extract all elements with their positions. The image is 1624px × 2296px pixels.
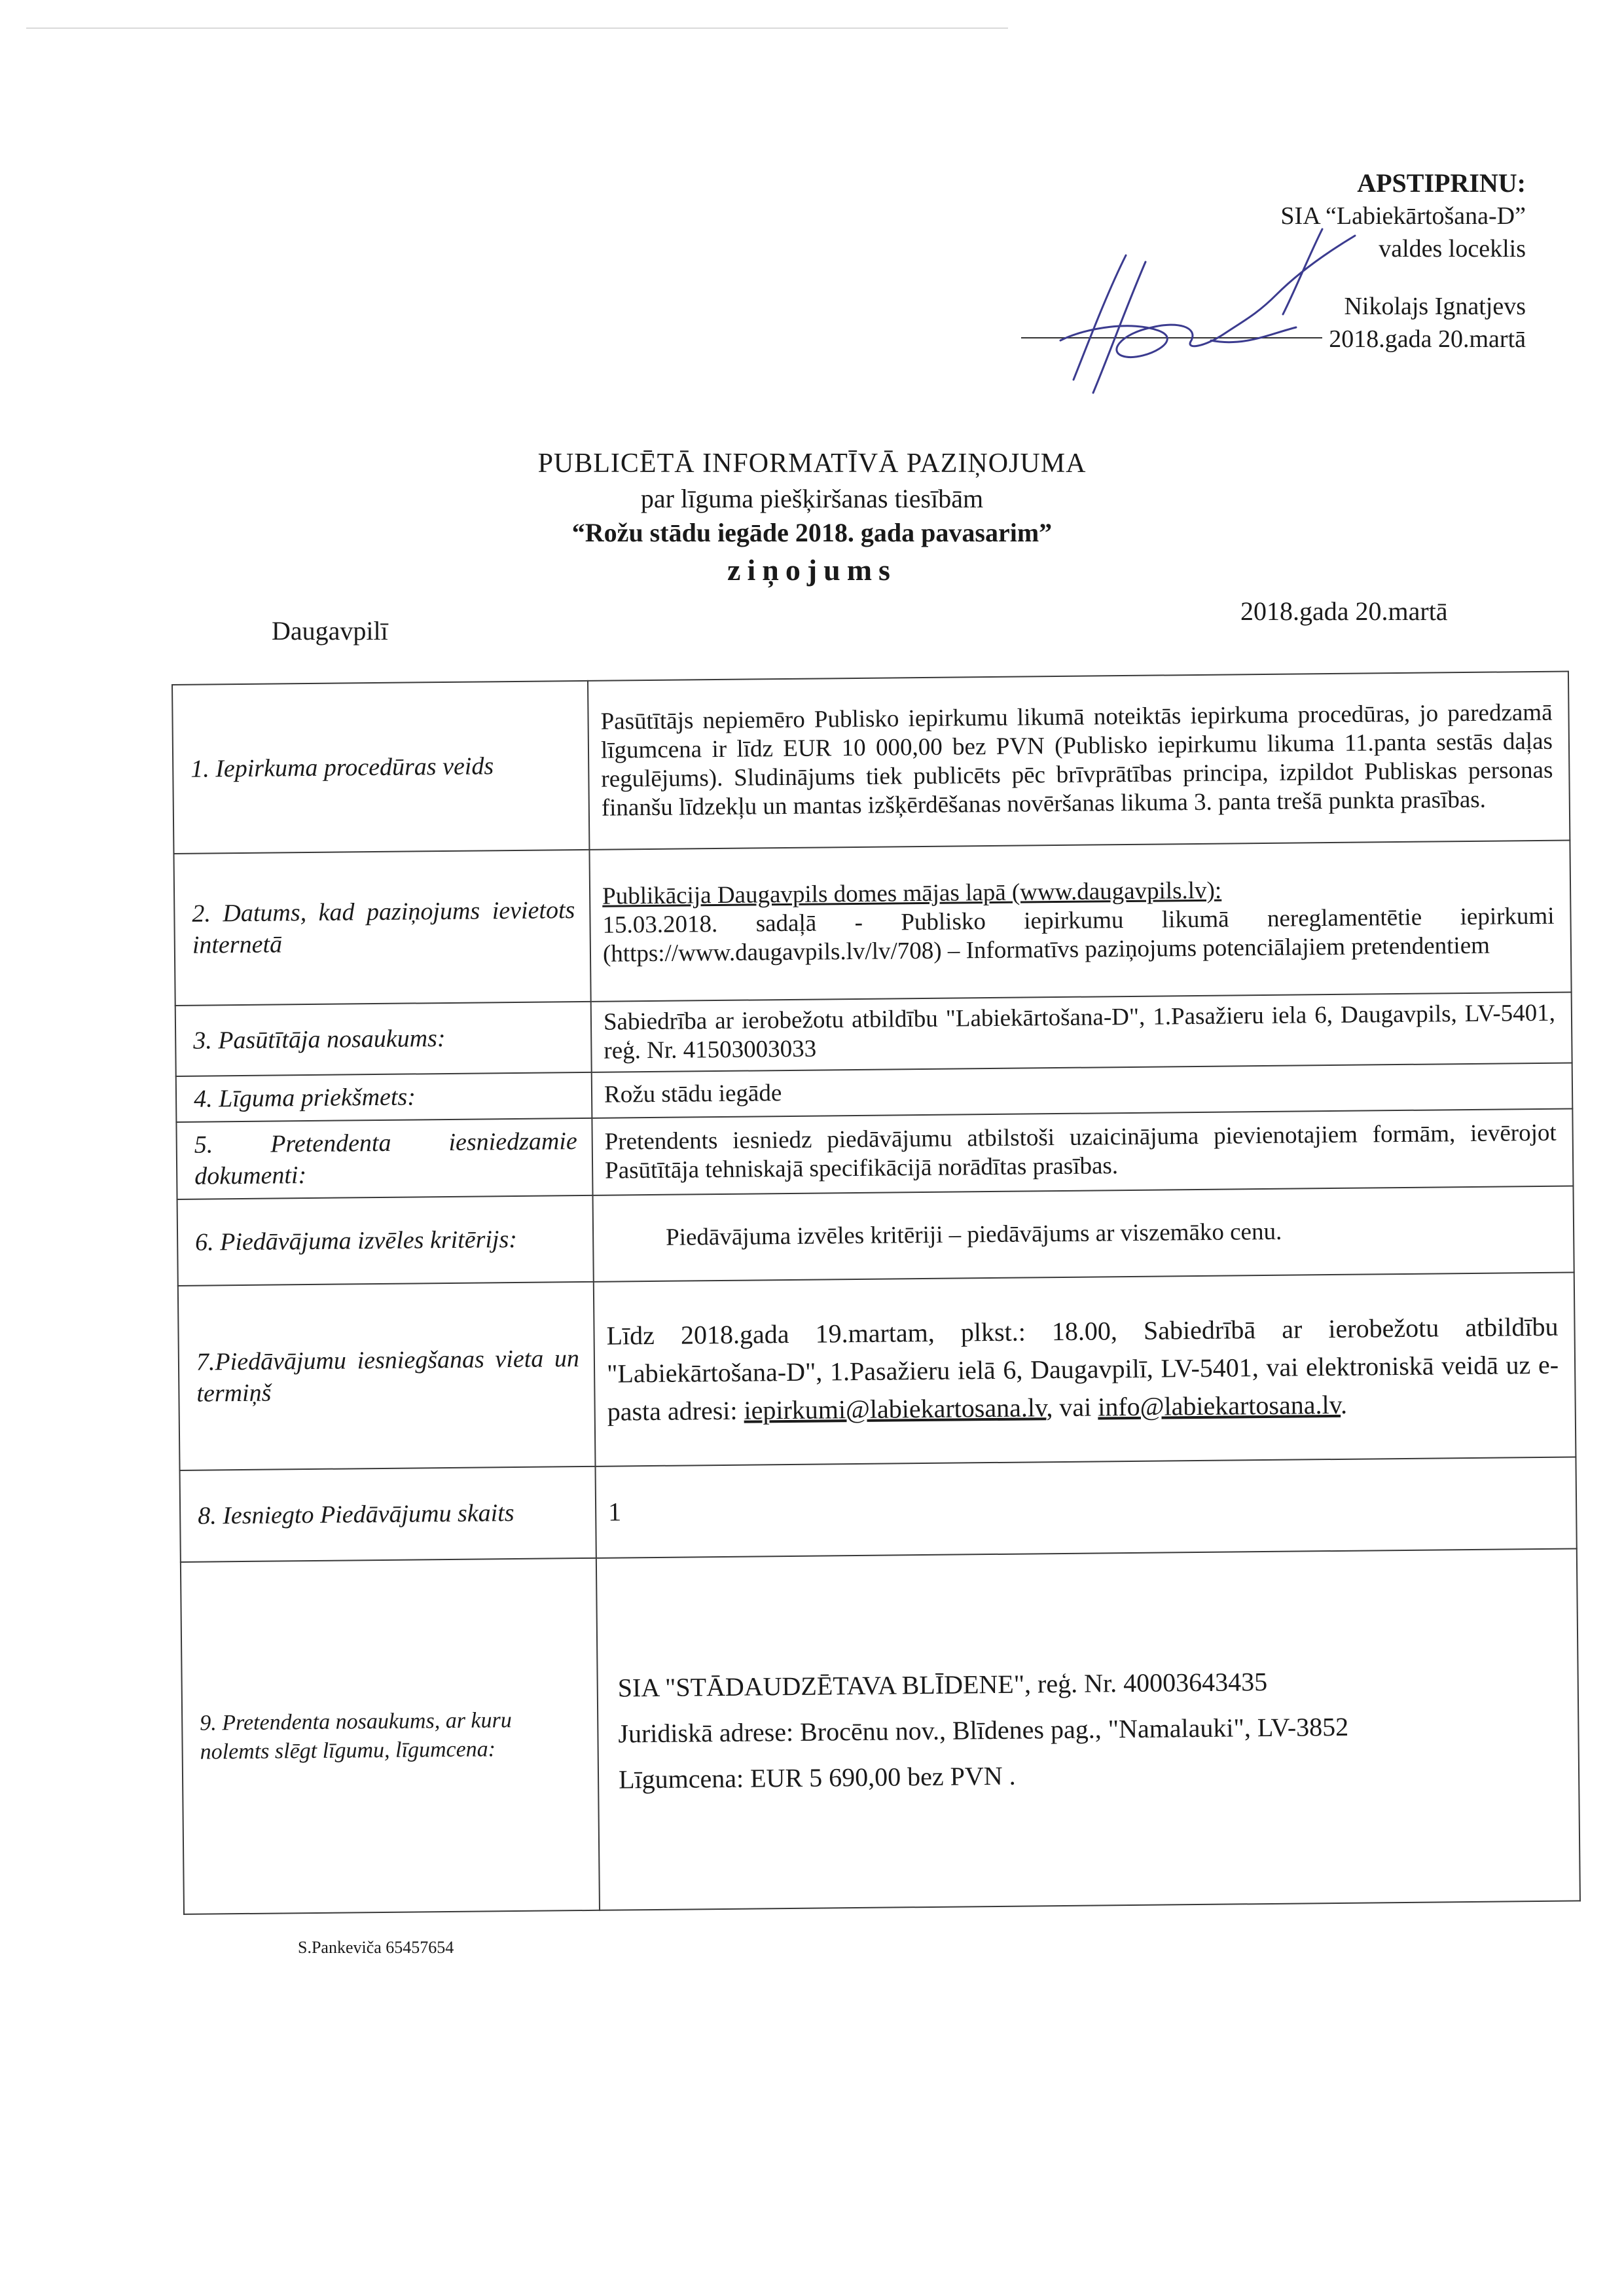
row-value: Pasūtītājs nepiemēro Publisko iepirkumu likumā noteiktās iepirkuma procedūras, jo paredzamā līgumcena ir līdz EUR 10 000,00 bez PVN (Publisko iepirkumu likuma 11.panta sestās daļas regulējums). Sludinājums tiek publicēts pēc brīvprātības principa, izpildot Publiskas personas finanšu līdzekļu un mantas izšķērdēšanas novēršanas likuma 3. panta trešā punkta prasības. [588,672,1570,850]
submission-end: . [1340,1389,1348,1419]
row-value: Pretendents iesniedz piedāvājumu atbilstoši uzaicinājuma pievienotajiem formām, ievērojot Pasūtītāja tehniskajā specifikācijā norādītas prasības. [592,1108,1573,1195]
table-row [181,1548,1580,1914]
place: Daugavpilī [272,616,388,646]
scan-edge-line [26,27,1008,29]
table-row [175,992,1572,1076]
footer-contact: S.Pankeviča 65457654 [298,1938,454,1957]
row-value: Sabiedrība ar ierobežotu atbildību "Labiekārtošana-D", 1.Pasažieru iela 6, Daugavpils, LV-5401, reģ. Nr. 41503003033 [591,992,1572,1072]
table-row [172,672,1570,854]
heading-line-2: par līguma piešķiršanas tiesībām [640,484,984,513]
row-label: 8. Iesniegto Piedāvājumu skaits [180,1467,596,1562]
document-heading [0,445,1624,591]
approval-company: SIA “Labiekārtošana-D” [1280,202,1526,230]
row-label: 2. Datums, kad paziņojums ievietots internetā [173,850,590,1006]
table-row [173,841,1571,1006]
heading-line-1: PUBLICĒTĀ INFORMATĪVĀ PAZIŅOJUMA [537,448,1087,479]
approval-date: 2018.gada 20.martā [1329,325,1526,353]
row-value: Piedāvājuma izvēles kritēriji – piedāvājums ar viszemāko cenu. [593,1186,1574,1281]
contract-price: Līgumcena: EUR 5 690,00 bez PVN . [618,1760,1016,1795]
row-label: 5. Pretendenta iesniedzamie dokumenti: [176,1118,592,1199]
row-value [596,1548,1580,1910]
approval-position: valdes loceklis [1379,235,1526,263]
row-value [589,841,1571,1002]
row-label: 1. Iepirkuma procedūras veids [172,681,589,854]
row-value: 1 [595,1457,1576,1558]
approval-name: Nikolajs Ignatjevs [1344,293,1526,320]
row-label: 3. Pasūtītāja nosaukums: [175,1002,592,1076]
procurement-table [171,671,1581,1915]
heading-line-4: ziņojums [727,553,897,587]
table-row [176,1108,1573,1199]
table-row [177,1186,1574,1285]
table-row [178,1272,1576,1470]
submission-text: Līdz 2018.gada 19.martam, plkst.: 18.00, Sabiedrībā ar ierobežotu atbildību "Labiekārtošana-D", 1.Pasažieru ielā 6, Daugavpilī, LV-5401, vai elektroniskā veidā uz e-pasta adresi: [606,1311,1559,1427]
email-link-iepirkumi[interactable]: iepirkumi@labiekartosana.lv [744,1393,1047,1425]
approval-title: APSTIPRINU: [1357,168,1526,198]
heading-line-3: “Rožu stādu iegāde 2018. gada pavasarim” [571,518,1053,547]
email-link-info[interactable]: info@labiekartosana.lv [1098,1389,1341,1422]
document-date: 2018.gada 20.martā [1240,596,1448,626]
row-label: 7.Piedāvājumu iesniegšanas vieta un termiņš [178,1282,596,1470]
signature-icon [1047,216,1414,412]
row-label: 9. Pretendenta nosaukums, ar kuru nolemts slēgt līgumu, līgumcena: [181,1558,600,1914]
row-label: 4. Līguma priekšmets: [176,1072,592,1122]
email-separator: , vai [1046,1392,1098,1423]
row-label: 6. Piedāvājuma izvēles kritērijs: [177,1195,594,1286]
contractor-address: Juridiskā adrese: Brocēnu nov., Blīdenes pag., "Namalauki", LV-3852 [618,1711,1349,1749]
contractor-name: SIA "STĀDAUDZĒTAVA BLĪDENE", reģ. Nr. 40003643435 [617,1667,1268,1703]
row-value: Rožu stādu iegāde [592,1063,1573,1118]
table-row [180,1457,1577,1561]
row-value [594,1272,1576,1466]
publication-source: Publikācija Daugavpils domes mājas lapā (www.daugavpils.lv): [602,877,1222,910]
publication-details: 15.03.2018. sadaļā - Publisko iepirkumu likumā nereglamentētie iepirkumi (https://www.daugavpils.lv/lv/708) – Informatīvs paziņojums potenciālajiem pretendentiem [602,902,1555,968]
